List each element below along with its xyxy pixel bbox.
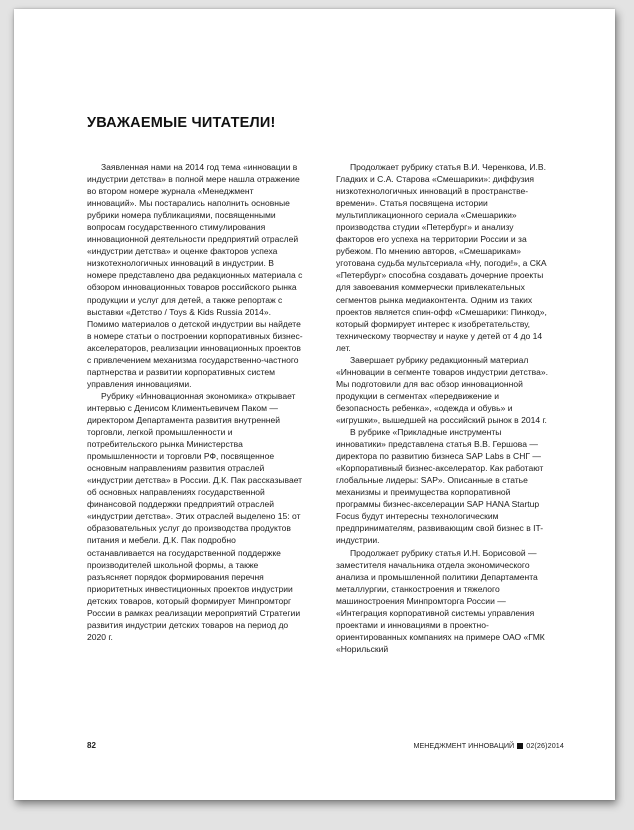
- page-number: 82: [87, 741, 96, 750]
- page-heading: УВАЖАЕМЫЕ ЧИТАТЕЛИ!: [87, 115, 276, 131]
- right-column: [336, 161, 553, 655]
- paragraph: Завершает рубрику редакционный материал «Инновации в сегменте товаров индустрии детства». Мы подготовили для вас обзор инновационной продукции в сегментах «передвижение и безопасность ребенка», «одежда и обувь» и «игрушки», вышедшей на российский рынок в 2014 г.: [336, 354, 548, 425]
- paragraph: Продолжает рубрику статья И.Н. Борисовой — заместителя начальника отдела экономического анализа и промышленной политики Департамента металлургии, станкостроения и тяжелого машиностроения Минпромторга России — «Интеграция корпоративной системы управления проектами и инновациями в проектно-ориентированных компаниях на примере ОАО «ГМК «Норильский: [336, 547, 545, 654]
- paragraph: Рубрику «Инновационная экономика» открывает интервью с Денисом Климентьевичем Паком — директором Департамента развития внутренней торговли, легкой промышленности и потребительского рынка Министерства промышленности и торговли РФ, посвященное основным направлениям развития отраслей «индустрии детства» в России. Д.К. Пак рассказывает об основных направлениях государственной финансовой поддержки предприятий отраслей «индустрии детства». Этих отраслей выделено 15: от образовательных услуг до производства продуктов питания и мебели. Д.К. Пак подробно останавливается на государственной поддержке производителей школьной формы, а также разъясняет порядок формирования перечня приоритетных инвестиционных проектов индустрии детских товаров, который формирует Минпромторг России в рамках реализации мероприятий Стратегии развития индустрии детских товаров на период до 2020 г.: [87, 390, 303, 642]
- paragraph: В рубрике «Прикладные инструменты инноватики» представлена статья В.В. Гершова — директора по развитию бизнеса SAP Labs в СНГ — «Корпоративный бизнес-акселератор. Как работают глобальные лидеры: SAP». Описанные в статье механизмы и преимущества корпоративной программы бизнес-акселерации SAP HANA Startup Focus будут интересны технологическим предпринимателям, развивающим свой бизнес в IT-индустрии.: [336, 427, 544, 546]
- square-separator-icon: [517, 743, 523, 749]
- journal-name: МЕНЕДЖМЕНТ ИННОВАЦИЙ: [413, 741, 515, 750]
- journal-page: [14, 9, 615, 800]
- left-column: [87, 161, 304, 643]
- paragraph: Заявленная нами на 2014 год тема «инновации в индустрии детства» в полной мере нашла отражение во втором номере журнала «Менеджмент инноваций». Мы постарались наполнить основные рубрики номера публикациями, посвященными вопросам государственного стимулирования инновационной деятельности предприятий отраслей «индустрии детства» и оценке факторов успеха низкотехнологичных инноваций в индустрии. В номере представлено два редакционных материала с обзором инновационных товаров российского рынка продукции и услуг для детей, а также репортаж с выставки «Детство / Toys & Kids Russia 2014». Помимо материалов о детской индустрии вы найдете в номере статьи о построении корпоративных бизнес-акселераторов, реализации инновационных проектов с привлечением механизма государственно-частного партнерства и развитии корпоративных систем управления инновациями.: [87, 162, 303, 389]
- paragraph: Продолжает рубрику статья В.И. Черенкова, И.В. Гладких и С.А. Старова «Смешарики»: диффузия низкотехнологичных инноваций в пространстве-времени». Статья посвящена истории мультипликационного сериала «Смешарики» производства студии «Петербург» и анализу факторов его успеха на территории России и за рубежом. По мнению авторов, «Смешарикам» уготована судьба мультсериала «Ну, погоди!», а СКА «Петербург» способна создавать дочерние проекты для завоевания коммерчески привлекательных сегментов рынка медиаконтента. Одним из таких проектов является спин-офф «Смешарики: Пинкод», который формирует интерес к изобретательству, техническому творчеству и науке у детей от 4 до 14 лет.: [336, 162, 547, 353]
- running-footer: [413, 741, 564, 750]
- issue-number: 02(26)2014: [526, 741, 564, 750]
